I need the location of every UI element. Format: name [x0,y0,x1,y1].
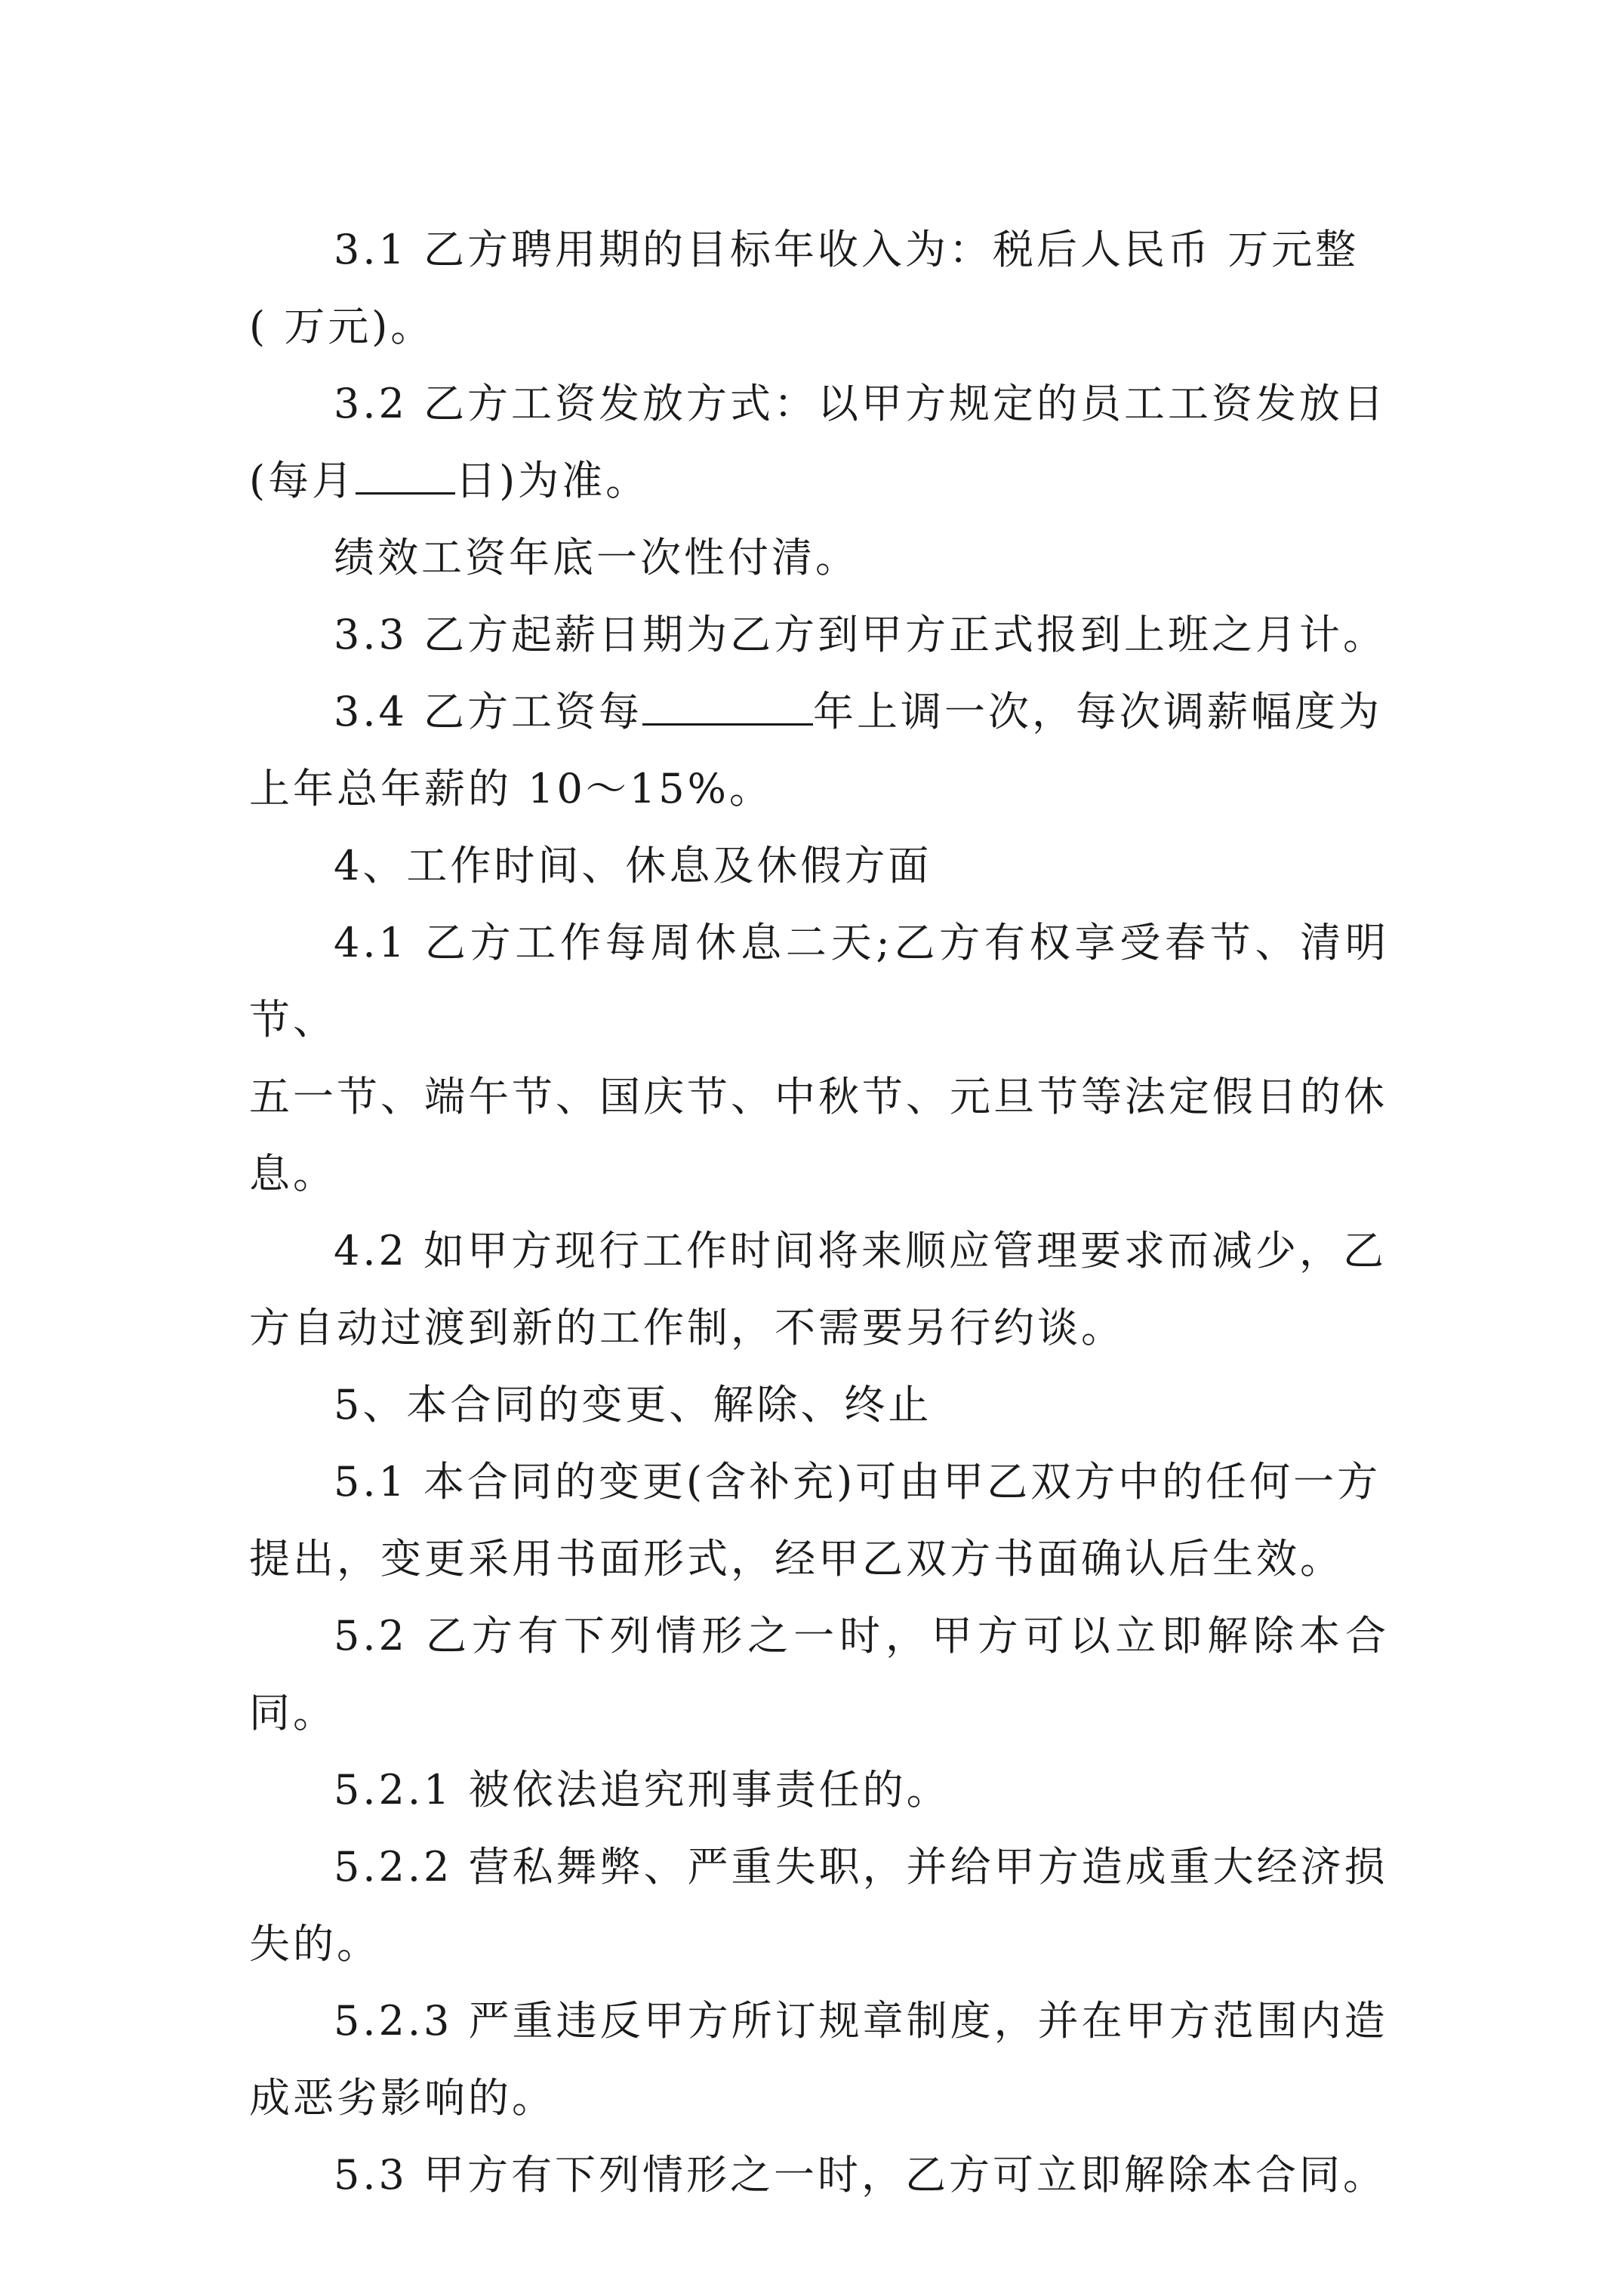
payday-blank [356,450,455,495]
clause-3-2-suffix: 日)为准。 [455,457,650,504]
clause-5-1-line-1: 5.1 本合同的变更(含补充)可由甲乙双方中的任何一方 [334,1458,1381,1505]
clause-3-4-line-1 [249,673,1389,750]
clause-5-2: 5.2 乙方有下列情形之一时，甲方可以立即解除本合同。 [249,1612,1389,1737]
clause-5-2-2-line-2: 失的。 [249,1920,380,1968]
clause-3-1-line-2: ( 万元)。 [249,303,435,350]
clause-3-1-line-1: 3.1 乙方聘用期的目标年收入为：税后人民币 万元整 [334,226,1360,273]
clause-3-2-line-2 [249,442,1389,519]
clause-3-4-line-2: 上年总年薪的 10～15%。 [249,765,773,812]
clause-5-1-line-2: 提出，变更采用书面形式，经甲乙双方书面确认后生效。 [249,1535,1344,1583]
clause-3-2-line-1: 3.2 乙方工资发放方式：以甲方规定的员工工资发放日 [334,380,1387,427]
clause-5-2-2-line-1: 5.2.2 营私舞弊、严重失职，并给甲方造成重大经济损 [334,1843,1388,1891]
clause-3-4-prefix: 3.4 乙方工资每 [334,688,643,735]
clause-3-4-suffix: 年上调一次，每次调薪幅度为 [813,688,1383,735]
performance-pay-paragraph: 绩效工资年底一次性付清。 [334,534,859,581]
clause-3-3: 3.3 乙方起薪日期为乙方到甲方正式报到上班之月计。 [334,611,1387,658]
clause-3-2-prefix: (每月 [249,457,356,504]
clause-4-1-line-3: 息。 [249,1150,337,1197]
section-4-heading: 4、工作时间、休息及休假方面 [334,842,932,889]
clause-5-3: 5.3 甲方有下列情形之一时，乙方可立即解除本合同。 [334,2151,1387,2199]
raise-interval-blank [642,681,813,726]
clause-5-2-3-line-2: 成恶劣影响的。 [249,2074,556,2122]
clause-4-2-line-2: 方自动过渡到新的工作制，不需要另行约谈。 [249,1304,1125,1351]
clause-5-2-3-line-1: 5.2.3 严重违反甲方所订规章制度，并在甲方范围内造 [334,1997,1388,2045]
clause-5-2-1: 5.2.1 被依法追究刑事责任的。 [334,1766,950,1814]
clause-4-2-line-1: 4.2 如甲方现行工作时间将来顺应管理要求而减少，乙 [334,1227,1387,1274]
clause-4-1-line-2: 五一节、端午节、国庆节、中秋节、元旦节等法定假日的休 [249,1073,1387,1120]
clause-4-1-line-1: 4.1 乙方工作每周休息二天;乙方有权享受春节、清明节、 [249,919,1389,1043]
document-body [249,211,1389,2214]
section-5-heading: 5、本合同的变更、解除、终止 [334,1381,932,1428]
